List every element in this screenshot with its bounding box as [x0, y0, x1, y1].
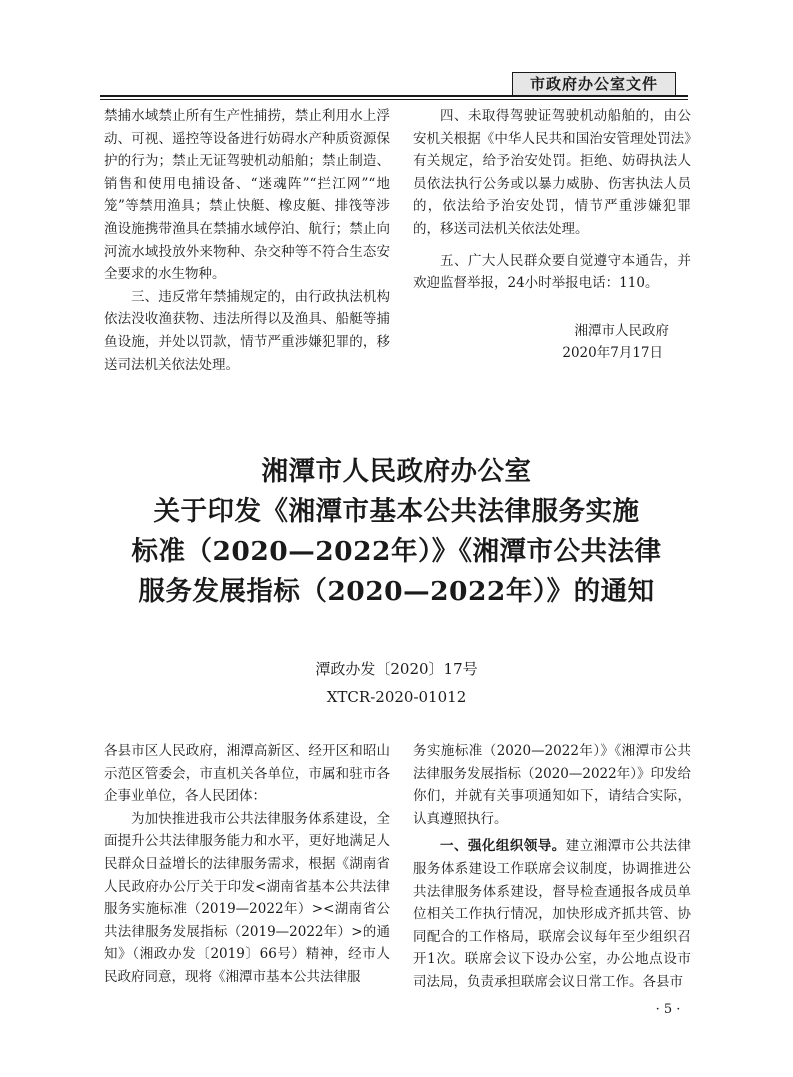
top-right-column	[413, 105, 691, 365]
signature-org: 湘潭市人民政府	[574, 322, 669, 339]
title-line-3: 标准（2020—2022年）》《湘潭市公共法律	[131, 536, 662, 567]
header-rule	[100, 95, 688, 97]
document-title	[90, 452, 703, 612]
intro-continuation: 务实施标准（2020—2022年）》《湘潭市公共法律服务发展指标（2020—2022年）》印发给你们，并就有关事项通知如下，请结合实际，认真遵照执行。	[413, 743, 691, 827]
addressee: 各县市区人民政府，湘潭高新区、经开区和昭山示范区管委会，市直机关各单位，市属和驻市各企事业单位，各人民团体：	[104, 743, 390, 805]
header-rule-thin	[100, 99, 688, 100]
section-1-heading: 一、强化组织领导。	[440, 838, 566, 855]
top-left-column	[104, 105, 390, 376]
section-1-paragraph	[413, 835, 691, 993]
document-number-block	[0, 655, 793, 711]
signature-date: 2020年7月17日	[562, 345, 663, 362]
intro-paragraph: 为加快推进我市公共法律服务体系建设，全面提升公共法律服务能力和水平，更好地满足人民群众日益增长的法律服务需求，根据《湖南省人民政府办公厅关于印发<湖南省基本公共法律服务实施标准（2019—2022年）><湖南省公共法律服务发展指标（2019—2022年）>的通知》（湘政办发〔2019〕66号）精神，经市人民政府同意，现将《湘潭市基本公共法律服	[104, 810, 390, 985]
paragraph-item-4: 四、未取得驾驶证驾驶机动船舶的，由公安机关根据《中华人民共和国治安管理处罚法》有关规定，给予治安处罚。拒绝、妨碍执法人员依法执行公务或以暴力威胁、伤害执法人员的，依法给予治安处罚，情节严重涉嫌犯罪的，移送司法机关依法处理。	[413, 108, 691, 237]
paragraph-item-3: 三、违反常年禁捕规定的，由行政执法机构依法没收渔获物、违法所得以及渔具、船艇等捕鱼设施，并处以罚款，情节严重涉嫌犯罪的，移送司法机关依法处理。	[104, 288, 390, 373]
section-header-tag: 市政府办公室文件	[512, 72, 676, 96]
body-left-column	[104, 740, 390, 989]
page-number: · 5 ·	[655, 1002, 681, 1017]
title-line-4: 服务发展指标（2020—2022年）》的通知	[138, 576, 655, 607]
title-line-2: 关于印发《湘潭市基本公共法律服务实施	[153, 496, 640, 527]
paragraph-prohibitions: 禁捕水域禁止所有生产性捕捞，禁止利用水上浮动、可视、遥控等设备进行妨碍水产种质资源保护的行为；禁止无证驾驶机动船舶；禁止制造、销售和使用电捕设备、“迷魂阵”“拦江网”“地笼”等禁用渔具；禁止快艇、橡皮艇、排筏等涉渔设施携带渔具在禁捕水域停泊、航行；禁止向河流水域投放外来物种、杂交种等不符合生态安全要求的水生物种。	[104, 108, 390, 283]
document-code: XTCR-2020-01012	[326, 688, 467, 706]
paragraph-item-5: 五、广大人民群众要自觉遵守本通告，并欢迎监督举报，24小时举报电话：110。	[413, 252, 691, 292]
section-1-text: 建立湘潭市公共法律服务体系建设工作联席会议制度，协调推进公共法律服务体系建设，督导检查通报各成员单位相关工作执行情况，加快形成齐抓共管、协同配合的工作格局，联席会议每年至少组织召开1次。联席会议下设办公室，办公地点设市司法局，负责承担联席会议日常工作。各县市	[413, 838, 692, 990]
title-line-1: 湘潭市人民政府办公室	[261, 456, 532, 487]
body-right-column	[413, 740, 691, 994]
document-number: 潭政办发〔2020〕17号	[315, 660, 478, 678]
